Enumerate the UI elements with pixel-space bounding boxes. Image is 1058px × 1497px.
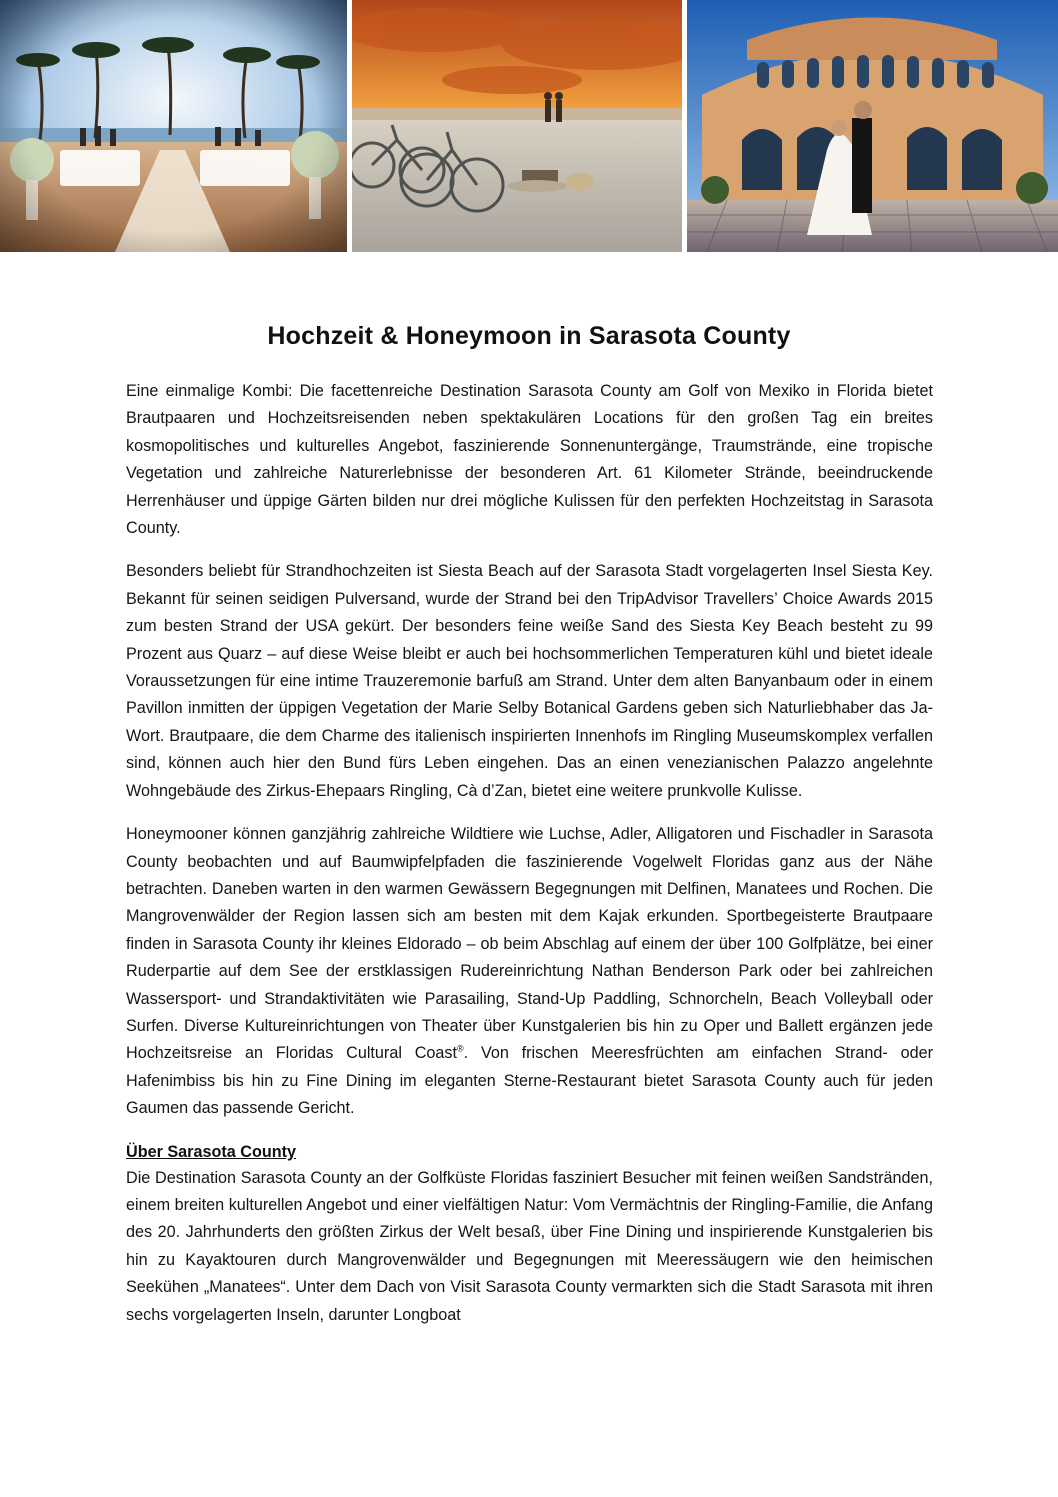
honeymoon-activities-paragraph [126, 821, 933, 1122]
intro-paragraph: Eine einmalige Kombi: Die facettenreiche Destination Sarasota County am Golf von Mexiko in Florida bietet Brautpaaren und Hochzeitsreisenden neben spektakulären Locations für den großen Tag ein breites kosmopolitisches und kulturelles Angebot, faszinierende Sonnenuntergänge, Traumstrände, eine tropische Vegetation und zahlreiche Naturerlebnisse der besonderen Art. 61 Kilometer Strände, beeindruckende Herrenhäuser und üppige Gärten bilden nur drei mögliche Kulissen für den perfekten Hochzeitstag in Sarasota County. [126, 382, 933, 538]
beach-wedding-paragraph: Besonders beliebt für Strandhochzeiten ist Siesta Beach auf der Sarasota Stadt vorgelagerten Insel Siesta Key. Bekannt für seinen seidigen Pulversand, wurde der Strand bei den TripAdvisor Travellers’ Choice Awards 2015 zum besten Strand der USA gekürt. Der besonders feine weiße Sand des Siesta Key Beach besteht zu 99 Prozent aus Quarz – auf diese Weise bleibt er auch bei hochsommerlichen Temperaturen kühl und bietet ideale Voraussetzungen für eine intime Trauzeremonie barfuß am Strand. Unter dem alten Banyanbaum oder in einem Pavillon inmitten der üppigen Vegetation der Marie Selby Botanical Gardens geben sich Naturliebhaber das Ja-Wort. Brautpaare, die dem Charme des italienisch inspirierten Innenhofs im Ringling Museumskomplex verfallen sind, können auch hier den Bund fürs Leben eingehen. Das an einen venezianischen Palazzo angelehnte Wohngebäude des Zirkus-Ehepaars Ringling, Cà d’Zan, bietet eine weitere prunkvolle Kulisse. [126, 562, 933, 800]
honeymoon-text-part-2: . Von frischen Meeresfrüchten am einfachen Strand- oder Hafenimbiss bis hin zu Fine Dining im eleganten Sterne-Restaurant bietet Sarasota County auch für jeden Gaumen das passende Gericht. [126, 1044, 933, 1118]
ca-d-zan-palazzo-wedding-photo [687, 0, 1058, 252]
sunset-beach-bicycles-photo [352, 0, 682, 252]
about-section-heading: Über Sarasota County [126, 1142, 297, 1161]
registered-trademark-mark: ® [457, 1043, 464, 1054]
article-body [126, 378, 933, 1345]
honeymoon-text-part-1: Honeymooner können ganzjährig zahlreiche Wildtiere wie Luchse, Adler, Alligatoren und Fischadler in Sarasota County beobachten und auf Baumwipfelpfaden die faszinierende Vogelwelt Floridas ganz aus der Nähe betrachten. Daneben warten in den warmen Gewässern Begegnungen mit Delfinen, Manatees und Rochen. Die Mangrovenwälder der Region lassen sich am besten mit dem Kajak erkunden. Sportbegeisterte Brautpaare finden in Sarasota County ihr kleines Eldorado – ob beim Abschlag auf einem der über 100 Golfplätze, bei einer Ruderpartie auf dem See der erstklassigen Rudereinrichtung Nathan Benderson Park oder bei zahlreichen Wassersport- und Strandaktivitäten wie Parasailing, Stand-Up Paddling, Schnorcheln, Beach Volleyball oder Surfen. Diverse Kultureinrichtungen von Theater über Kunstgalerien bis hin zu Oper und Ballett ergänzen jede Hochzeitsreise an Floridas Cultural Coast [126, 825, 933, 1063]
beach-wedding-ceremony-photo [0, 0, 347, 252]
page-title: Hochzeit & Honeymoon in Sarasota County [267, 321, 791, 350]
about-paragraph: Die Destination Sarasota County an der Golfküste Floridas fasziniert Besucher mit feinen weißen Sandstränden, einem breiten kulturellen Angebot und einer vielfältigen Natur: Vom Vermächtnis der Ringling-Familie, die Anfang des 20. Jahrhunderts den größten Zirkus der Welt besaß, über Fine Dining und inspirierende Kunstgalerien bis hin zu Kayaktouren durch Mangrovenwälder und Begegnungen mit Meeressäugern wie den heimischen Seekühen „Manatees“. Unter dem Dach von Visit Sarasota County vermarkten sich die Stadt Sarasota mit ihren sechs vorgelagerten Inseln, darunter Longboat [126, 1168, 933, 1324]
header-photo-strip [0, 0, 1058, 252]
